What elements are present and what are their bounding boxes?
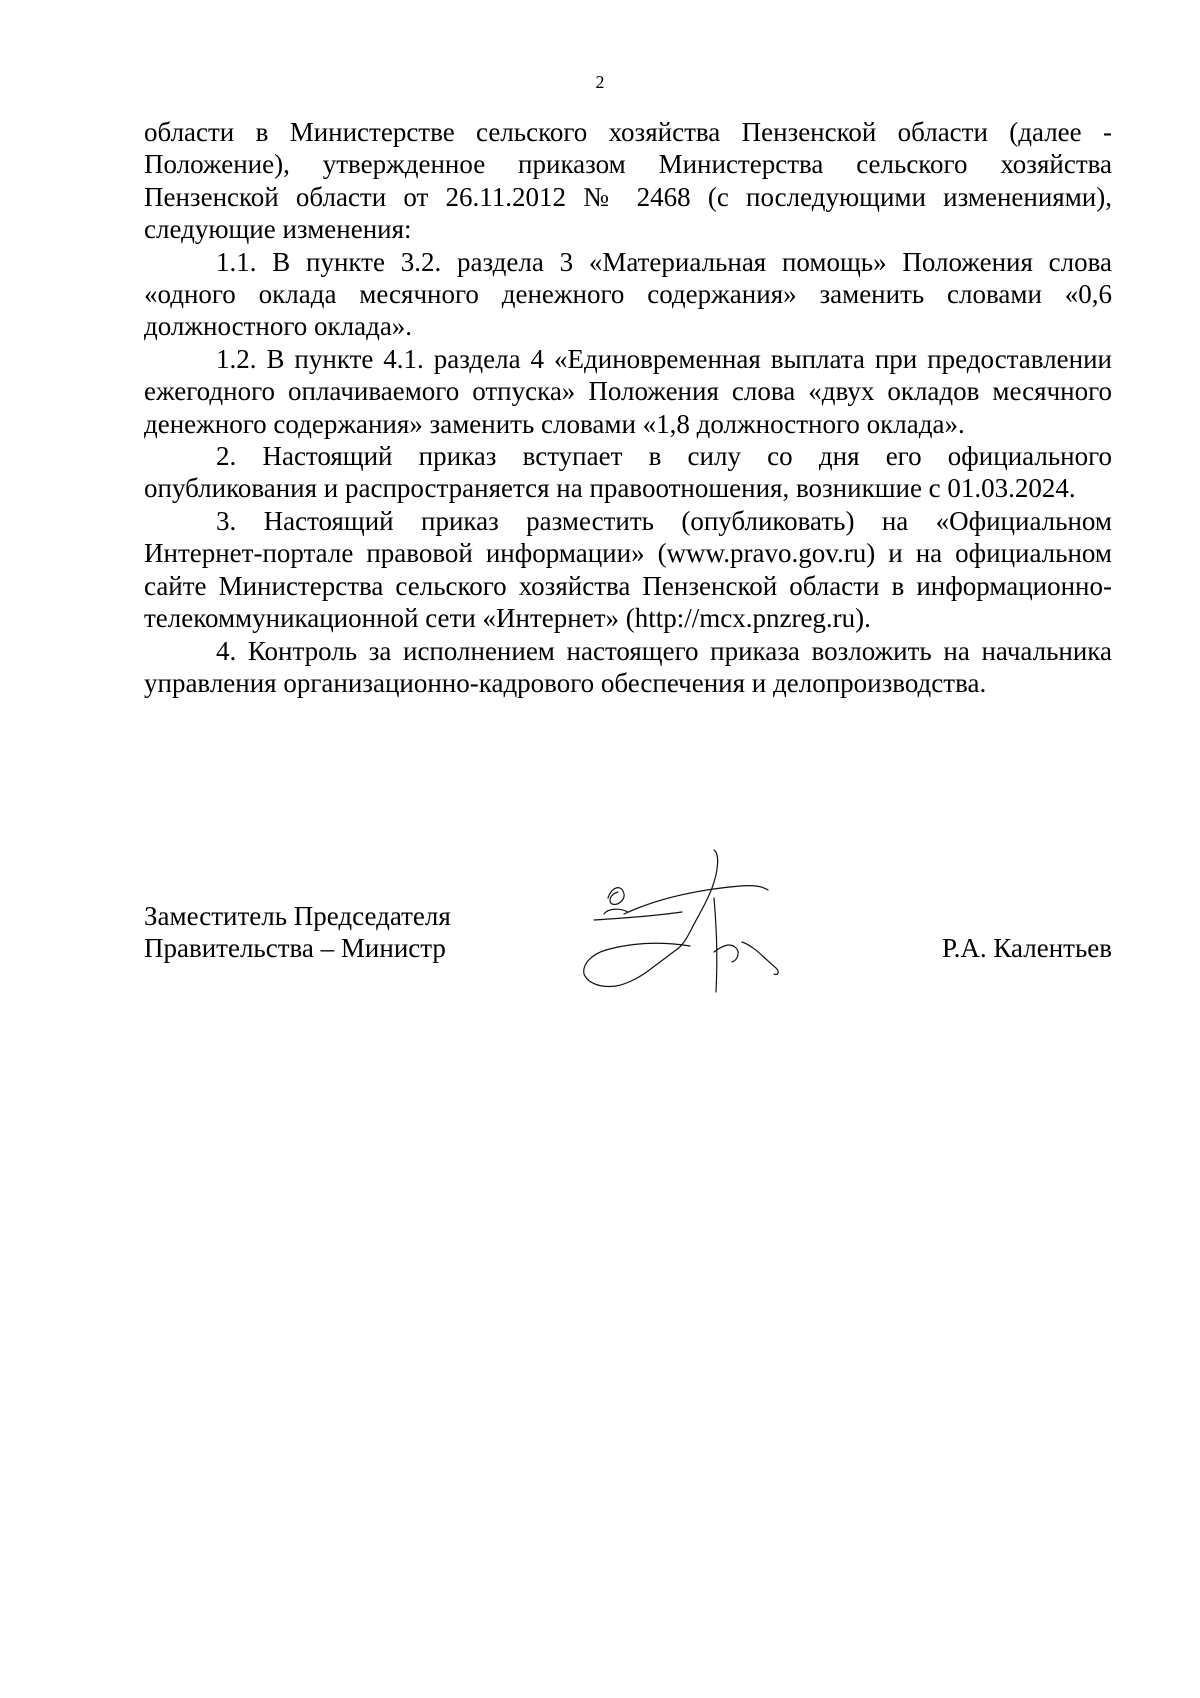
signatory-position-line-1: Заместитель Председателя	[144, 901, 451, 931]
page-number: 2	[595, 72, 605, 92]
signatory-position-line-2: Правительства – Министр	[144, 933, 446, 964]
signature-block	[144, 900, 1112, 1020]
paragraph-1-2: 1.2. В пункте 4.1. раздела 4 «Единовременная выплата при предоставлении ежегодного оплачиваемого отпуска» Положения слова «двух окладов месячного денежного содержания» заменить словами «1,8 должностного оклада».	[144, 343, 1112, 439]
signatory-position	[144, 900, 451, 965]
paragraph-3: 3. Настоящий приказ разместить (опубликовать) на «Официальном Интернет-портале правовой информации» (www.pravo.gov.ru) и на официальном сайте Министерства сельского хозяйства Пензенской области в информационно-телекоммуникационной сети «Интернет» (http://mcx.pnzreg.ru).	[144, 505, 1112, 634]
document-body	[144, 116, 1112, 699]
paragraph-continuation: области в Министерстве сельского хозяйства Пензенской области (далее - Положение), утвержденное приказом Министерства сельского хозяйства Пензенской области от 26.11.2012 № 2468 (с последующими изменениями), следующие изменения:	[144, 117, 1112, 245]
paragraph-2: 2. Настоящий приказ вступает в силу со дня его официального опубликования и распространяется на правоотношения, возникшие с 01.03.2024.	[144, 441, 1112, 504]
signatory-name: Р.А. Калентьев	[941, 933, 1112, 963]
paragraph-1-1: 1.1. В пункте 3.2. раздела 3 «Материальная помощь» Положения слова «одного оклада месячного денежного содержания» заменить словами «0,6 должностного оклада».	[144, 246, 1112, 342]
handwritten-signature-icon	[564, 842, 804, 1012]
paragraph-4: 4. Контроль за исполнением настоящего приказа возложить на начальника управления организационно-кадрового обеспечения и делопроизводства.	[144, 635, 1112, 698]
